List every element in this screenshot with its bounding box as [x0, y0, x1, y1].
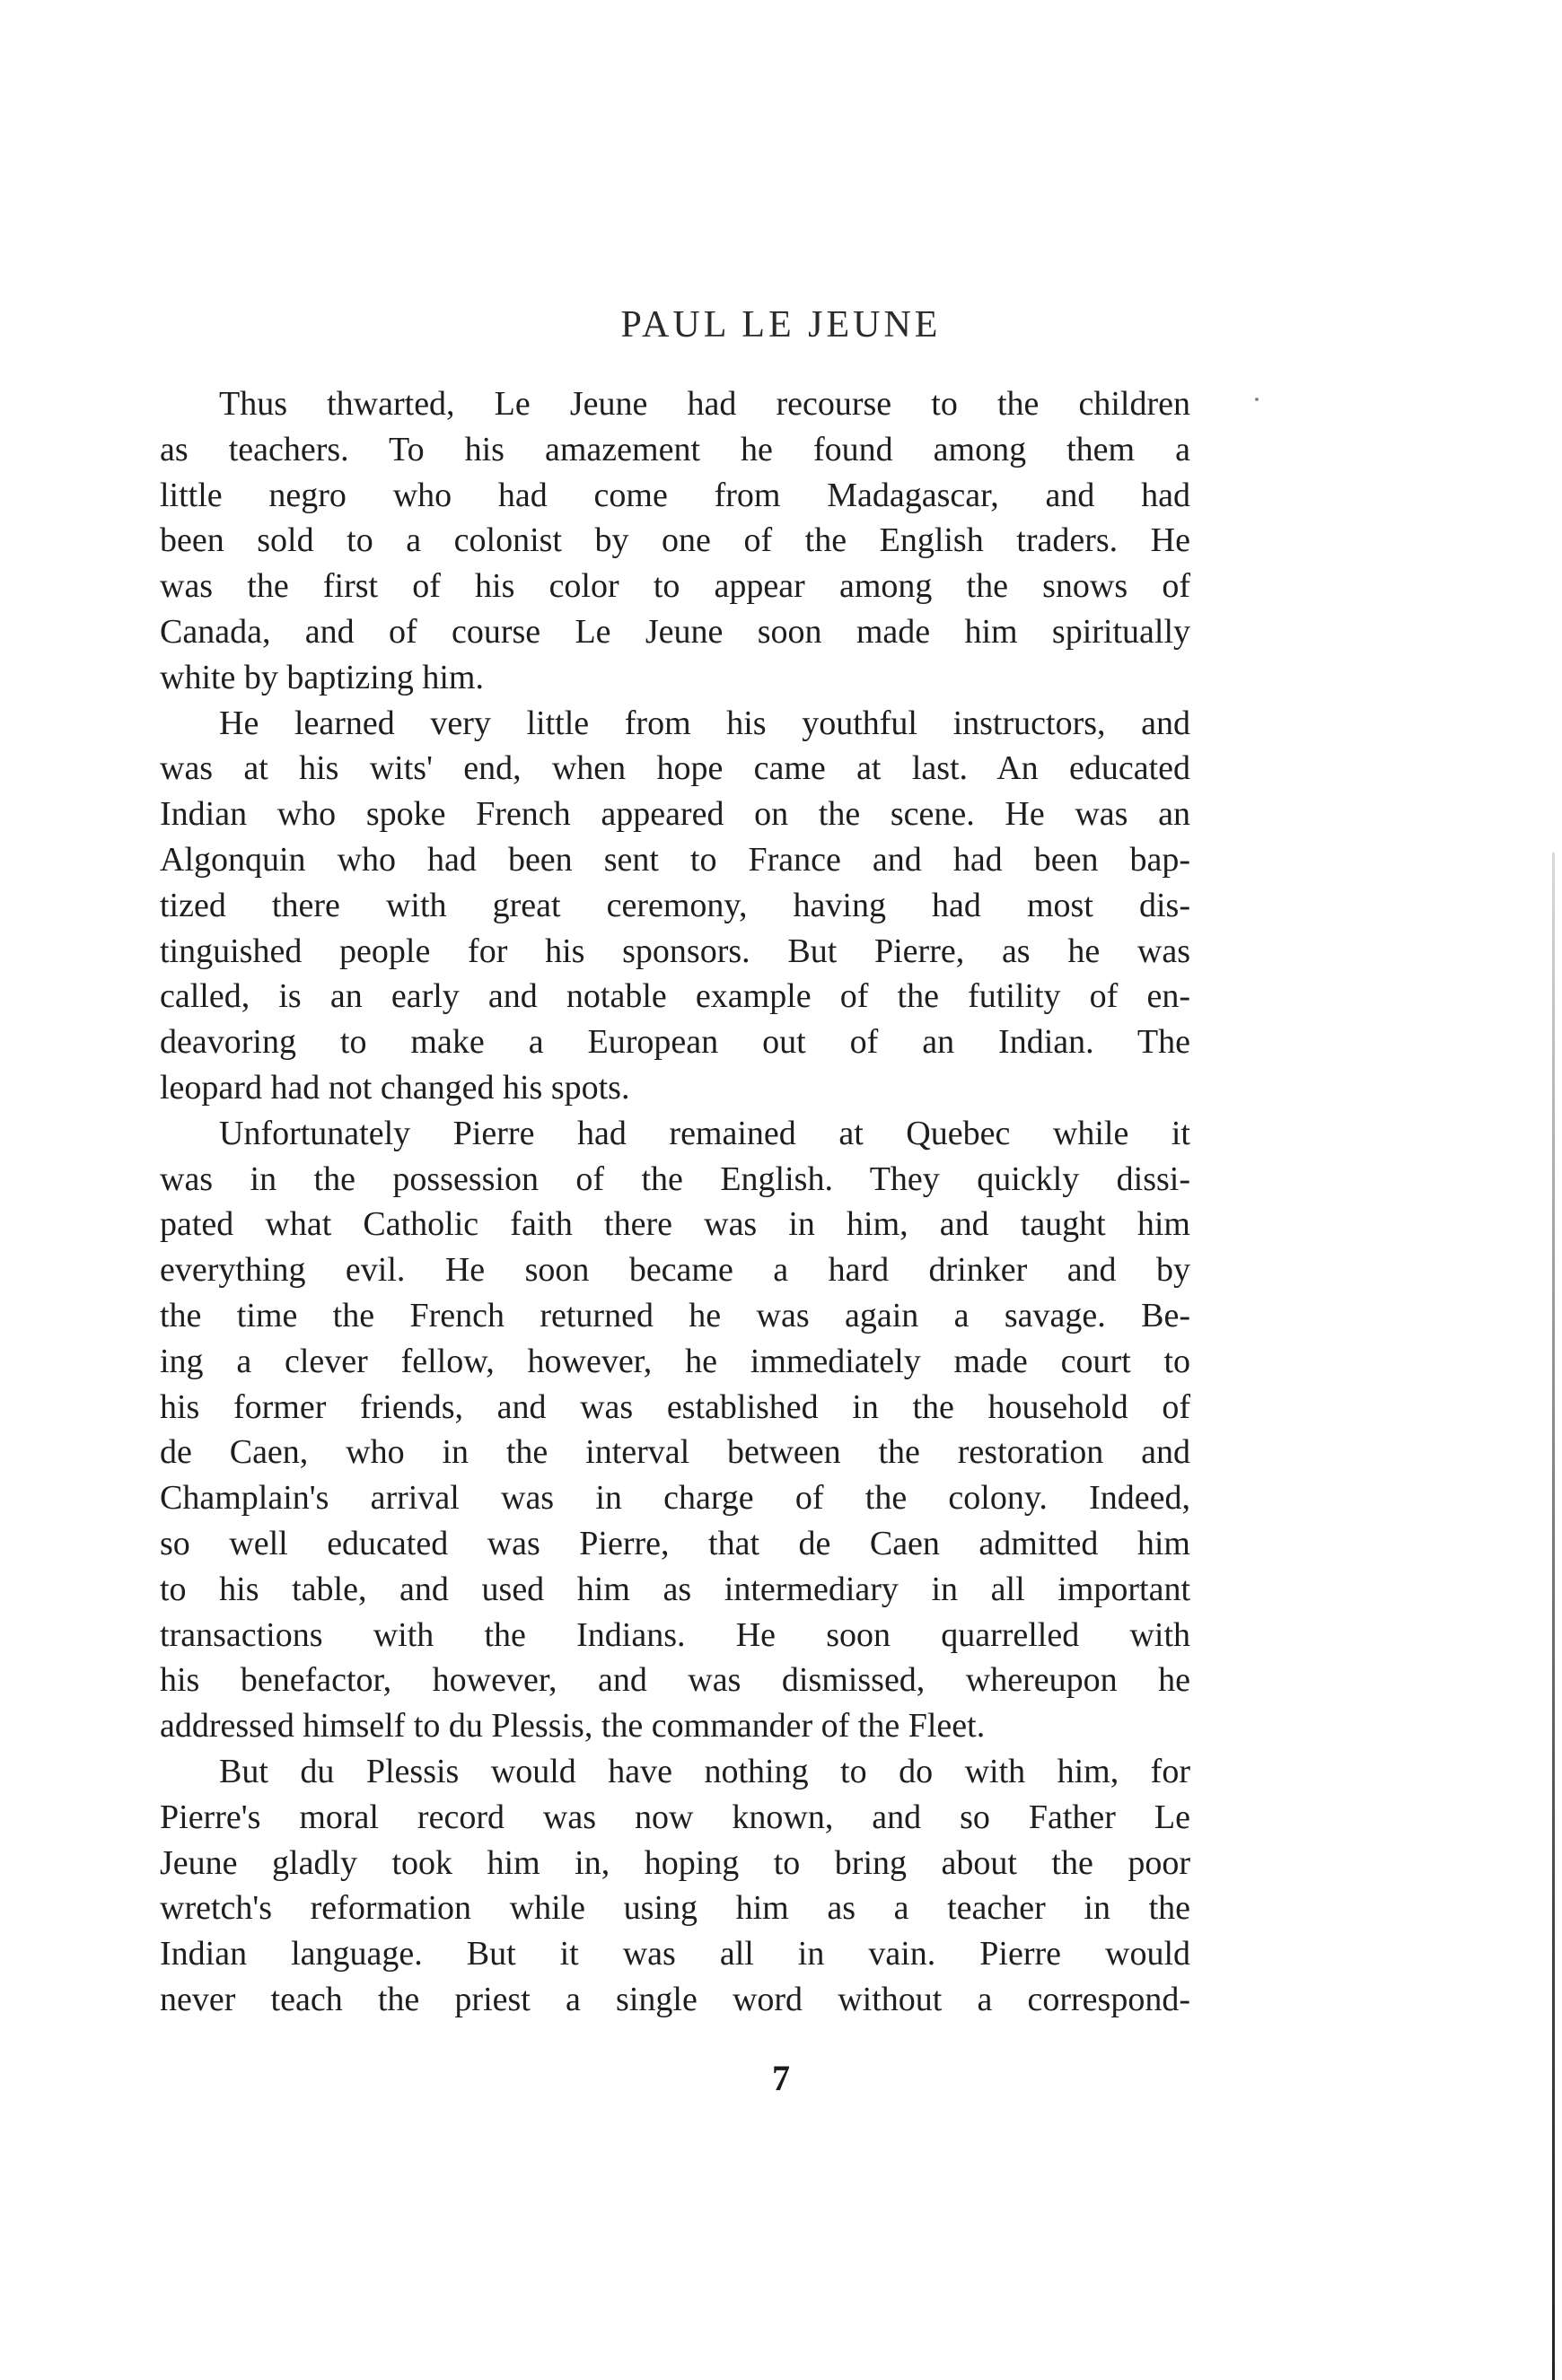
text-line: his former friends, and was established in the household of — [160, 1387, 1190, 1426]
running-head: PAUL LE JEUNE — [620, 304, 942, 346]
text-line: Pierre's moral record was now known, and so Father Le — [160, 1798, 1190, 1836]
text-line: addressed himself to du Plessis, the commander of the Fleet. — [160, 1707, 986, 1746]
text-line: his benefactor, however, and was dismissed, whereupon he — [160, 1661, 1190, 1700]
text-line: Champlain's arrival was in charge of the colony. Indeed, — [160, 1479, 1190, 1518]
text-line: Jeune gladly took him in, hoping to bring about the poor — [160, 1843, 1190, 1882]
text-line: Canada, and of course Le Jeune soon made him spiritually — [160, 612, 1190, 651]
text-line: the time the French returned he was again a savage. Be- — [160, 1296, 1190, 1334]
text-line: wretch's reformation while using him as a teacher in the — [160, 1889, 1190, 1928]
text-line: Algonquin who had been sent to France and had been bap- — [160, 840, 1190, 879]
text-line: never teach the priest a single word without a correspond- — [160, 1980, 1190, 2018]
text-line: pated what Catholic faith there was in him, and taught him — [160, 1205, 1190, 1244]
text-line: He learned very little from his youthful instructors, and — [219, 704, 1190, 742]
text-line: to his table, and used him as intermediary in all important — [160, 1570, 1190, 1608]
scan-speck — [1255, 398, 1259, 401]
text-line: Thus thwarted, Le Jeune had recourse to the children — [219, 385, 1190, 423]
text-line: so well educated was Pierre, that de Caen admitted him — [160, 1524, 1190, 1562]
text-line: was in the possession of the English. They quickly dissi- — [160, 1159, 1190, 1198]
text-line: little negro who had come from Madagascar, and had — [160, 476, 1190, 514]
text-line: been sold to a colonist by one of the English traders. He — [160, 521, 1190, 560]
page-number: 7 — [772, 2058, 790, 2098]
body-text — [160, 381, 1190, 2023]
text-line: transactions with the Indians. He soon quarrelled with — [160, 1615, 1190, 1654]
text-line: leopard had not changed his spots. — [160, 1068, 630, 1107]
text-line: Indian language. But it was all in vain. Pierre would — [160, 1935, 1190, 1973]
text-line: was at his wits' end, when hope came at last. An educated — [160, 749, 1190, 788]
text-line: was the first of his color to appear among the snows of — [160, 567, 1190, 606]
page-edge-shadow — [1552, 853, 1555, 2380]
text-line: Unfortunately Pierre had remained at Quebec while it — [219, 1114, 1190, 1152]
text-line: Indian who spoke French appeared on the scene. He was an — [160, 795, 1190, 834]
text-line: called, is an early and notable example of the futility of en- — [160, 977, 1190, 1016]
text-line: tinguished people for his sponsors. But Pierre, as he was — [160, 932, 1190, 970]
text-line: deavoring to make a European out of an Indian. The — [160, 1023, 1190, 1062]
text-line: everything evil. He soon became a hard drinker and by — [160, 1251, 1190, 1290]
text-line: ing a clever fellow, however, he immediately made court to — [160, 1342, 1190, 1380]
text-line: But du Plessis would have nothing to do with him, for — [219, 1752, 1190, 1790]
text-line: white by baptizing him. — [160, 658, 484, 696]
text-line: de Caen, who in the interval between the restoration and — [160, 1433, 1190, 1472]
text-line: tized there with great ceremony, having had most dis- — [160, 886, 1190, 924]
text-line: as teachers. To his amazement he found among them a — [160, 430, 1190, 468]
